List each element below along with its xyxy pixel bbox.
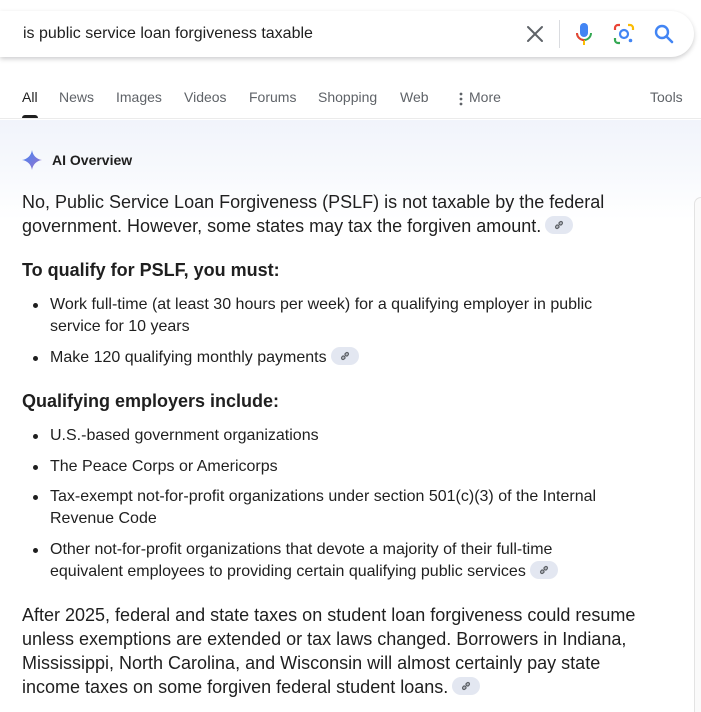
- qualify-heading: To qualify for PSLF, you must:: [22, 260, 280, 280]
- list-item: [22, 486, 622, 530]
- link-icon: [340, 351, 350, 361]
- employers-list: [22, 425, 622, 583]
- list-item-text: Other not-for-profit organizations that devote a majority of their full-time equivalent employees to providing certain qualifying public services: [50, 541, 553, 580]
- citation-link-button[interactable]: [530, 561, 558, 579]
- side-panel-edge: [694, 197, 701, 712]
- clear-search-button[interactable]: [515, 14, 555, 54]
- tab-news[interactable]: News: [59, 89, 95, 105]
- ai-intro-text: No, Public Service Loan Forgiveness (PSLF) is not taxable by the federal government. However, some states may tax the forgiven amount.: [22, 192, 605, 236]
- search-input[interactable]: [0, 11, 515, 57]
- ai-outro-paragraph: [22, 603, 652, 699]
- voice-search-button[interactable]: [564, 14, 604, 54]
- qualify-list: [22, 294, 622, 369]
- tab-shopping[interactable]: Shopping: [318, 89, 378, 105]
- list-item: [22, 425, 622, 447]
- list-item-text: The Peace Corps or Americorps: [50, 458, 278, 475]
- list-item: [22, 539, 582, 583]
- list-item: [22, 294, 622, 338]
- tab-forums[interactable]: Forums: [249, 89, 297, 105]
- citation-link-button[interactable]: [452, 677, 480, 695]
- gemini-sparkle-icon: [22, 150, 42, 170]
- tab-more-label: More: [469, 89, 501, 105]
- search-icon: [654, 24, 674, 44]
- more-vert-icon: [456, 91, 466, 107]
- search-tabs: [0, 76, 701, 119]
- ai-overview-header: [22, 150, 132, 170]
- tab-all[interactable]: All: [22, 76, 38, 118]
- search-bar: [0, 11, 694, 57]
- ai-intro-paragraph: [22, 190, 622, 238]
- list-item-text: Make 120 qualifying monthly payments: [50, 349, 327, 366]
- link-icon: [461, 681, 471, 691]
- link-icon: [539, 565, 549, 575]
- ai-overview-content: [22, 190, 662, 699]
- tab-web[interactable]: Web: [400, 89, 429, 105]
- list-item-text: Work full-time (at least 30 hours per week) for a qualifying employer in public service for 10 years: [50, 296, 593, 335]
- ai-outro-text: After 2025, federal and state taxes on student loan forgiveness could resume unless exemptions are extended or tax laws changed. Borrowers in Indiana, Mississippi, North Carolina, and Wisconsin will almost certainly pay state income taxes on some forgiven federal student loans.: [22, 605, 636, 697]
- list-item: [22, 347, 622, 369]
- citation-link-button[interactable]: [331, 347, 359, 365]
- ai-overview-panel: [0, 120, 701, 712]
- ai-overview-title: AI Overview: [52, 152, 133, 168]
- lens-search-button[interactable]: [604, 14, 644, 54]
- tab-images[interactable]: Images: [116, 89, 162, 105]
- close-icon: [526, 25, 544, 43]
- search-button[interactable]: [644, 14, 684, 54]
- microphone-icon: [575, 22, 593, 46]
- employers-heading: Qualifying employers include:: [22, 391, 280, 411]
- list-item-text: Tax-exempt not-for-profit organizations under section 501(c)(3) of the Internal Revenue Code: [50, 488, 597, 527]
- citation-link-button[interactable]: [545, 216, 573, 234]
- list-item-text: U.S.-based government organizations: [50, 427, 319, 444]
- tools-button[interactable]: Tools: [650, 89, 683, 105]
- tab-videos[interactable]: Videos: [184, 89, 227, 105]
- link-icon: [554, 220, 564, 230]
- search-divider: [559, 20, 560, 48]
- lens-camera-icon: [613, 23, 635, 45]
- tab-more[interactable]: [456, 76, 501, 118]
- list-item: [22, 456, 622, 478]
